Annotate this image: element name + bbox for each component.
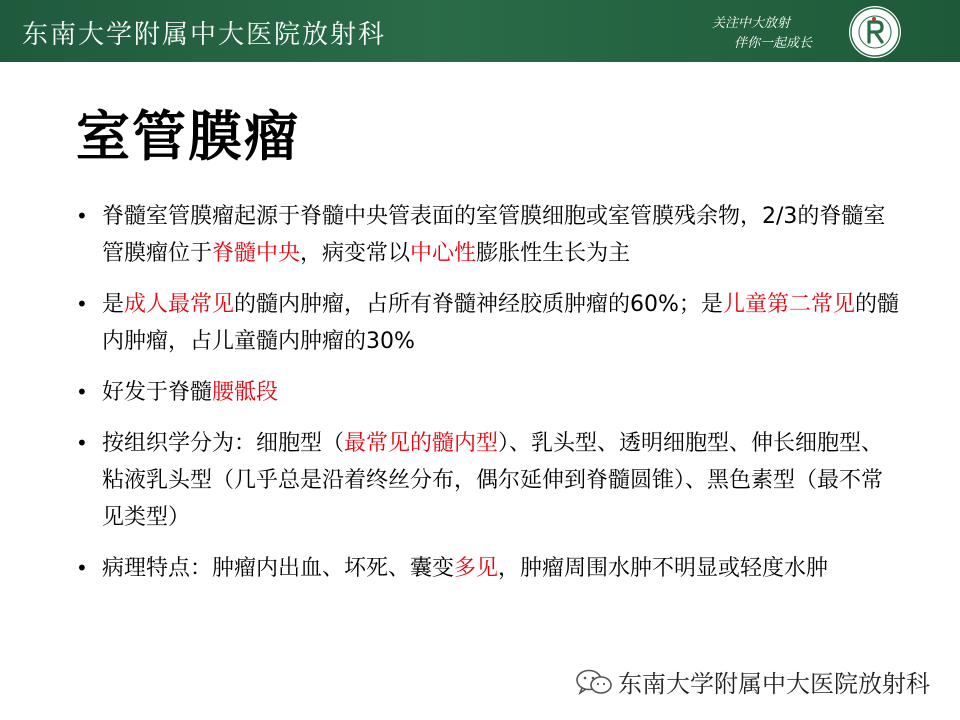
bullet-text: ）、乳头型、透明细胞型、伸长细胞型、粘液乳头型（几乎总是沿着终丝分布，偶尔延伸到脊髓圆锥）、黑色素型（最不常见类型）: [102, 431, 884, 530]
bullet-list: [72, 198, 902, 601]
highlight-text: 儿童第二常见: [722, 292, 855, 317]
bullet-text: 脊髓室管膜瘤起源于脊髓中央管表面的室管膜细胞或室管膜残余物，2/3的脊髓室管膜瘤位于: [102, 204, 886, 266]
header-slogan: [712, 14, 812, 54]
bullet-text: 膨胀性生长为主: [476, 241, 631, 266]
bullet-item: [72, 550, 902, 587]
highlight-text: 最常见的髓内型: [344, 431, 499, 456]
highlight-text: 中心性: [410, 241, 477, 266]
header-title: 东南大学附属中大医院放射科: [22, 20, 387, 50]
slogan-line-1: 关注中大放射: [712, 16, 791, 31]
hospital-logo: [848, 5, 902, 59]
bullet-text: 的髓内肿瘤，占儿童髓内肿瘤的30%: [102, 292, 899, 354]
header-bar: [0, 0, 960, 62]
footer-text: 东南大学附属中大医院放射科: [618, 670, 930, 698]
footer-watermark: [574, 664, 930, 699]
highlight-text: 腰骶段: [212, 380, 279, 405]
wechat-icon: [574, 668, 614, 696]
bullet-item: [72, 198, 902, 272]
bullet-text: 病理特点：肿瘤内出血、坏死、囊变: [102, 556, 455, 581]
bullet-text: 按组织学分为：细胞型（: [102, 431, 345, 456]
bullet-text: 的髓内肿瘤，占所有脊髓神经胶质肿瘤的60%；是: [234, 292, 723, 317]
bullet-text: 是: [102, 292, 125, 317]
bullet-text: ，肿瘤周围水肿不明显或轻度水肿: [498, 556, 829, 581]
bullet-item: [72, 425, 902, 536]
highlight-text: 成人最常见: [124, 292, 235, 317]
bullet-item: [72, 286, 902, 360]
highlight-text: 脊髓中央: [212, 241, 301, 266]
bullet-text: 好发于脊髓: [102, 380, 213, 405]
highlight-text: 多见: [454, 556, 499, 581]
bullet-text: ，病变常以: [300, 241, 411, 266]
slogan-line-2: 伴你一起成长: [734, 36, 813, 51]
slide-title: 室管膜瘤: [76, 105, 300, 168]
bullet-item: [72, 374, 902, 411]
